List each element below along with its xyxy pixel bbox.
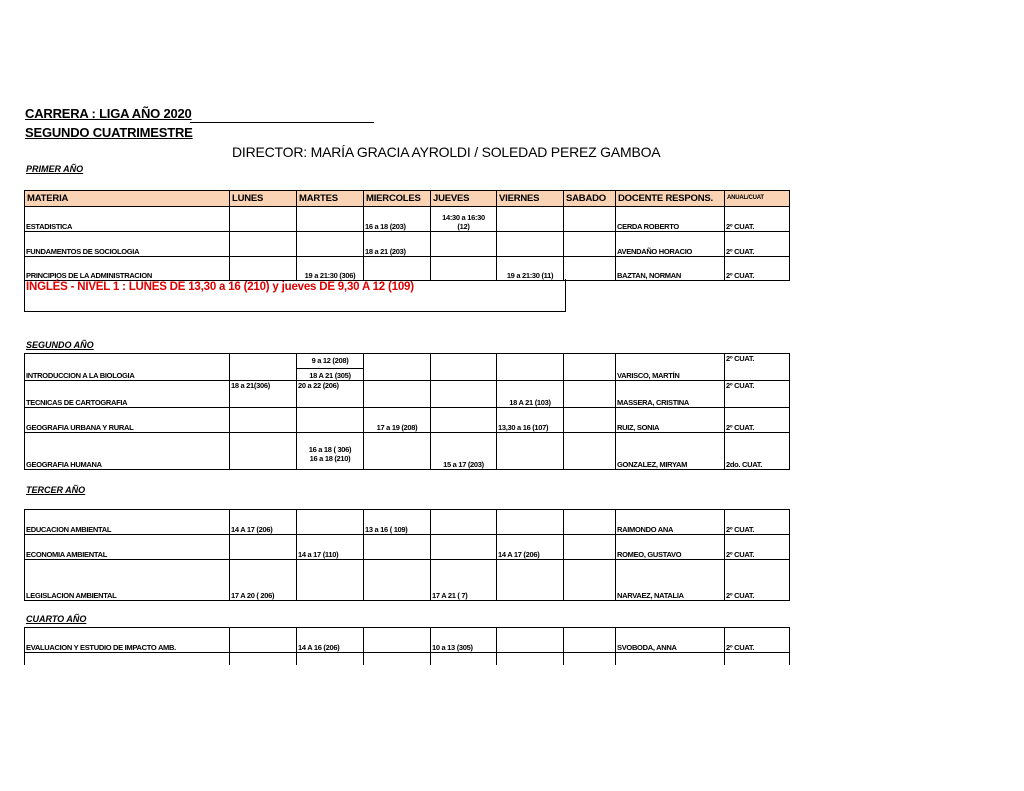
martes-cell: 14 A 16 (206) <box>297 628 364 653</box>
schedule-table-cuarto <box>24 627 790 665</box>
table-row <box>25 510 790 535</box>
miercoles-cell: 17 a 19 (208) <box>364 408 431 433</box>
miercoles-cell <box>364 535 431 560</box>
sabado-cell <box>564 628 616 653</box>
viernes-cell <box>497 628 564 653</box>
sabado-cell <box>564 408 616 433</box>
viernes-cell: 18 A 21 (103) <box>497 381 564 408</box>
docente-cell <box>616 653 725 665</box>
docente-cell: RAIMONDO ANA <box>616 510 725 535</box>
table-row <box>25 232 790 257</box>
docente-cell: RUIZ, SONIA <box>616 408 725 433</box>
lunes-cell: 17 A 20 ( 206) <box>230 560 297 601</box>
miercoles-cell <box>364 628 431 653</box>
table-row <box>25 560 790 601</box>
year-label-segundo: SEGUNDO AÑO <box>26 340 94 350</box>
cuat-cell <box>725 653 790 665</box>
lunes-cell <box>230 653 297 665</box>
lunes-cell <box>230 628 297 653</box>
jueves-cell <box>431 257 497 281</box>
jueves-cell <box>431 381 497 408</box>
jueves-cell: 10 a 13 (305) <box>431 628 497 653</box>
header-row <box>25 191 790 207</box>
martes-cell <box>297 433 364 470</box>
materia-cell: EDUCACION AMBIENTAL <box>25 510 230 535</box>
jueves-cell <box>431 653 497 665</box>
ingles-box <box>24 279 566 312</box>
lunes-cell <box>230 257 297 281</box>
viernes-cell <box>497 433 564 470</box>
col-sabado: SABADO <box>564 191 616 207</box>
docente-cell: CERDA ROBERTO <box>616 207 725 232</box>
table-row <box>25 408 790 433</box>
miercoles-cell <box>364 433 431 470</box>
col-materia: MATERIA <box>25 191 230 207</box>
viernes-cell <box>497 354 564 381</box>
jueves-cell <box>431 232 497 257</box>
sabado-cell <box>564 381 616 408</box>
sabado-cell <box>564 354 616 381</box>
materia-cell: EVALUACION Y ESTUDIO DE IMPACTO AMB. <box>25 628 230 653</box>
materia-cell: LEGISLACION AMBIENTAL <box>25 560 230 601</box>
career-title: CARRERA : LIGA AÑO 2020 <box>25 106 192 121</box>
materia-cell: ESTADISTICA <box>25 207 230 232</box>
miercoles-cell <box>364 381 431 408</box>
table-row <box>25 535 790 560</box>
martes-cell: 19 a 21:30 (306) <box>297 257 364 281</box>
docente-cell: MASSERA, CRISTINA <box>616 381 725 408</box>
jueves-cell <box>431 408 497 433</box>
miercoles-cell: 16 a 18 (203) <box>364 207 431 232</box>
martes-cell: 20 a 22 (206) <box>297 381 364 408</box>
sabado-cell <box>564 433 616 470</box>
viernes-cell: 13,30 a 16 (107) <box>497 408 564 433</box>
docente-cell: SVOBODA, ANNA <box>616 628 725 653</box>
docente-cell: ROMEO, GUSTAVO <box>616 535 725 560</box>
col-jueves: JUEVES <box>431 191 497 207</box>
cuat-cell: 2º CUAT. <box>725 207 790 232</box>
table-row <box>25 628 790 653</box>
lunes-cell: 14 A 17 (206) <box>230 510 297 535</box>
docente-cell: BAZTAN, NORMAN <box>616 257 725 281</box>
table-row <box>25 257 790 281</box>
miercoles-cell: 18 a 21 (203) <box>364 232 431 257</box>
viernes-cell <box>497 653 564 665</box>
materia-cell: PRINCIPIOS DE LA ADMINISTRACION <box>25 257 230 281</box>
cuat-cell: 2º CUAT. <box>725 560 790 601</box>
cuat-cell: 2º CUAT. <box>725 510 790 535</box>
table-row <box>25 653 790 665</box>
schedule-table-primer <box>24 190 790 281</box>
table-row <box>25 433 790 470</box>
jueves-room: (12) <box>457 222 470 231</box>
jueves-cell <box>431 207 497 232</box>
lunes-cell <box>230 207 297 232</box>
miercoles-cell: 13 a 16 ( 109) <box>364 510 431 535</box>
semester-title: SEGUNDO CUATRIMESTRE <box>25 125 193 140</box>
martes-cell <box>297 232 364 257</box>
schedule-table-segundo <box>24 353 790 470</box>
martes-cell <box>297 207 364 232</box>
lunes-cell: 18 a 21(306) <box>230 381 297 408</box>
sabado-cell <box>564 207 616 232</box>
docente-cell: AVENDAÑO HORACIO <box>616 232 725 257</box>
martes-slot-1: 9 a 12 (208) <box>297 356 363 369</box>
table-row <box>25 354 790 381</box>
miercoles-cell <box>364 653 431 665</box>
materia-cell: FUNDAMENTOS DE SOCIOLOGIA <box>25 232 230 257</box>
viernes-cell <box>497 207 564 232</box>
viernes-cell <box>497 560 564 601</box>
year-label-tercer: TERCER AÑO <box>26 485 86 495</box>
miercoles-cell <box>364 257 431 281</box>
materia-cell: GEOGRAFIA HUMANA <box>25 433 230 470</box>
jueves-time: 14:30 a 16:30 <box>442 213 485 222</box>
col-miercoles: MIERCOLES <box>364 191 431 207</box>
lunes-cell <box>230 354 297 381</box>
sabado-cell <box>564 510 616 535</box>
martes-slot-2: 18 A 21 (305) <box>309 371 351 380</box>
docente-cell: VARISCO, MARTÍN <box>616 354 725 381</box>
jueves-cell <box>431 510 497 535</box>
lunes-cell <box>230 535 297 560</box>
materia-cell: TECNICAS DE CARTOGRAFIA <box>25 381 230 408</box>
martes-cell <box>297 408 364 433</box>
martes-slot-2: 16 a 18 (210) <box>309 454 351 463</box>
martes-slot-1: 16 a 18 ( 306) <box>308 445 352 454</box>
year-label-primer: PRIMER AÑO <box>26 164 84 174</box>
cuat-cell: 2º CUAT. <box>725 354 790 381</box>
martes-cell <box>297 653 364 665</box>
miercoles-cell <box>364 354 431 381</box>
col-martes: MARTES <box>297 191 364 207</box>
col-viernes: VIERNES <box>497 191 564 207</box>
sabado-cell <box>564 232 616 257</box>
miercoles-cell <box>364 560 431 601</box>
cuat-cell: 2º CUAT. <box>725 628 790 653</box>
cuat-cell: 2º CUAT. <box>725 257 790 281</box>
table-row <box>25 381 790 408</box>
docente-cell: NARVAEZ, NATALIA <box>616 560 725 601</box>
jueves-cell <box>431 354 497 381</box>
cuat-cell: 2do. CUAT. <box>725 433 790 470</box>
martes-cell <box>297 510 364 535</box>
lunes-cell <box>230 232 297 257</box>
martes-cell <box>297 560 364 601</box>
table-row <box>25 207 790 232</box>
docente-cell: GONZALEZ, MIRYAM <box>616 433 725 470</box>
sabado-cell <box>564 560 616 601</box>
director-line: DIRECTOR: MARÍA GRACIA AYROLDI / SOLEDAD PEREZ GAMBOA <box>232 144 661 160</box>
viernes-cell <box>497 510 564 535</box>
viernes-cell: 14 A 17 (206) <box>497 535 564 560</box>
schedule-table-tercer <box>24 509 790 601</box>
materia-cell <box>25 653 230 665</box>
col-lunes: LUNES <box>230 191 297 207</box>
materia-cell: INTRODUCCION A LA BIOLOGIA <box>25 354 230 381</box>
jueves-cell: 17 A 21 ( 7) <box>431 560 497 601</box>
martes-cell: 14 a 17 (110) <box>297 535 364 560</box>
col-anual-cuat: ANUAL/CUAT <box>725 191 790 207</box>
sabado-cell <box>564 535 616 560</box>
martes-cell <box>297 354 364 381</box>
cuat-cell: 2º CUAT. <box>725 535 790 560</box>
cuat-cell: 2º CUAT. <box>725 381 790 408</box>
jueves-cell <box>431 535 497 560</box>
materia-cell: ECONOMIA AMBIENTAL <box>25 535 230 560</box>
ingles-note: INGLÉS - NIVEL 1 : LUNES DE 13,30 a 16 (210) y jueves DE 9,30 A 12 (109) <box>26 281 414 293</box>
sabado-cell <box>564 257 616 281</box>
lunes-cell <box>230 408 297 433</box>
title-underline <box>190 122 374 123</box>
cuat-cell: 2º CUAT. <box>725 232 790 257</box>
sabado-cell <box>564 653 616 665</box>
lunes-cell <box>230 433 297 470</box>
year-label-cuarto: CUARTO AÑO <box>26 614 87 624</box>
viernes-cell <box>497 232 564 257</box>
jueves-cell: 15 a 17 (203) <box>431 433 497 470</box>
cuat-cell: 2º CUAT. <box>725 408 790 433</box>
col-docente: DOCENTE RESPONS. <box>616 191 725 207</box>
viernes-cell: 19 a 21:30 (11) <box>497 257 564 281</box>
materia-cell: GEOGRAFIA URBANA Y RURAL <box>25 408 230 433</box>
